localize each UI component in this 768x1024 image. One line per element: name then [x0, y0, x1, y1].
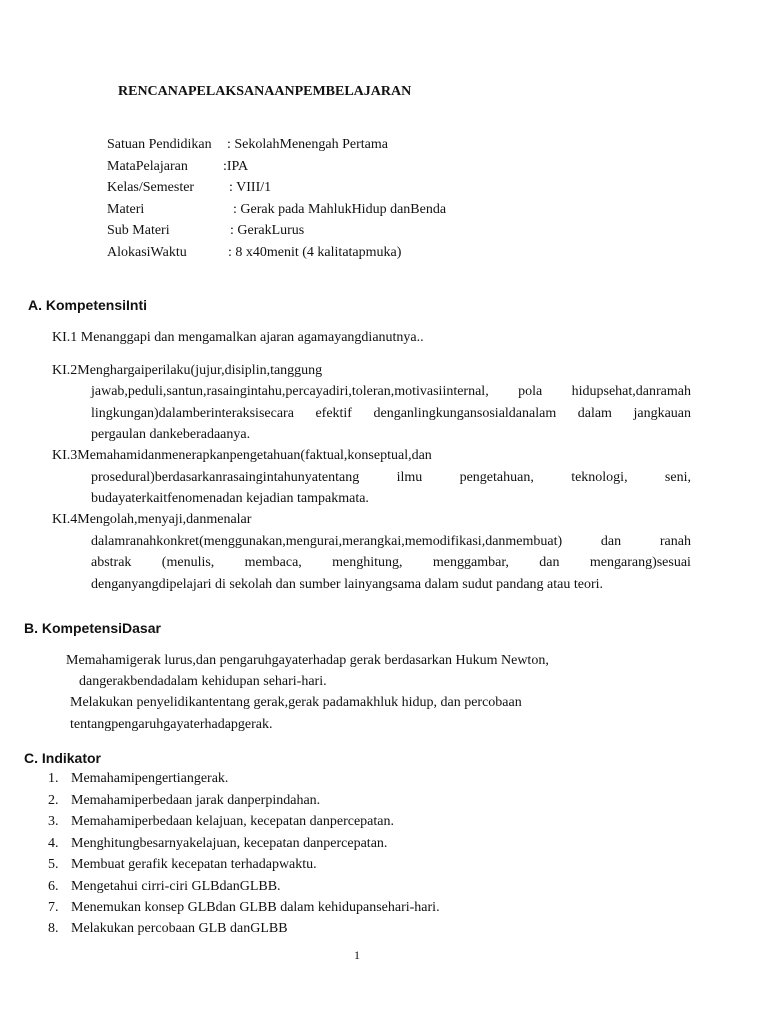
identity-value-satuan: : SekolahMenengah Pertama — [227, 137, 388, 152]
ki2-line-3-part: denganlingkungansosialdanalam — [373, 406, 557, 421]
ki2-line-2-part: pola — [518, 384, 543, 399]
ki4-line-3-part: menggambar, — [432, 555, 509, 570]
ki4-line-3-part: abstrak — [91, 555, 132, 570]
indicator-text: Membuat gerafik kecepatan terhadapwaktu. — [71, 857, 317, 872]
ki4-first-line: KI.4Mengolah,menyaji,danmenalar — [52, 512, 252, 527]
identity-label-submateri: Sub Materi — [107, 223, 170, 238]
identity-label-mapel: MataPelajaran — [107, 159, 188, 174]
ki3-line-2-part: seni, — [664, 470, 691, 485]
ki4-line-3-part: mengarang)sesuai — [589, 555, 691, 570]
indicator-text: Melakukan percobaan GLB danGLBB — [71, 921, 288, 936]
ki4-line-2 — [91, 533, 691, 551]
ki4-line-2-part: dalamranahkonkret(menggunakan,mengurai,merangkai,memodifikasi,danmembuat) — [91, 534, 563, 549]
ki2-line-3 — [91, 405, 691, 423]
ki4-line-3-part: (menulis, — [161, 555, 215, 570]
ki4-line-3-part: dan — [539, 555, 560, 570]
ki3-line-2-part: prosedural)berdasarkanrasaingintahunyatentang — [91, 470, 360, 485]
ki3-line-2-part: pengetahuan, — [459, 470, 534, 485]
ki2-line-2-part: hidupsehat,danramah — [571, 384, 691, 399]
indicator-number: 8. — [48, 921, 59, 936]
ki3-first-line: KI.3Memahamidanmenerapkanpengetahuan(faktual,konseptual,dan — [52, 448, 432, 463]
ki2-line-3-part: lingkungan)dalamberinteraksisecara — [91, 406, 294, 421]
ki2-line-3-part: dalam — [577, 406, 612, 421]
ki3-line-2-part: ilmu — [396, 470, 423, 485]
ki4-line-3-part: membaca, — [244, 555, 302, 570]
ki2-line-2-part: jawab,peduli,santun,rasaingintahu,percayadiri,toleran,motivasiinternal, — [91, 384, 489, 399]
identity-label-alokasi: AlokasiWaktu — [107, 245, 187, 260]
document-title: RENCANAPELAKSANAANPEMBELAJARAN — [118, 84, 412, 99]
identity-value-materi: : Gerak pada MahlukHidup danBenda — [233, 202, 447, 217]
indicator-number: 4. — [48, 836, 59, 851]
identity-label-satuan: Satuan Pendidikan — [107, 137, 212, 152]
ki4-line-2-part: dan — [600, 534, 622, 549]
identity-value-kelas: : VIII/1 — [229, 180, 272, 195]
ki2-line-3-part: efektif — [315, 406, 352, 421]
indicator-number: 5. — [48, 857, 59, 872]
ki2-line-3-part: jangkauan — [633, 406, 691, 421]
identity-value-alokasi: : 8 x40menit (4 kalitatapmuka) — [228, 245, 402, 260]
identity-value-mapel: :IPA — [223, 159, 249, 174]
ki4-line-3 — [91, 554, 691, 572]
indicator-text: Mengetahui cirri-ciri GLBdanGLBB. — [71, 879, 281, 894]
indicator-text: Memahamiperbedaan jarak danperpindahan. — [71, 793, 321, 808]
ki4-line-2-part: ranah — [659, 534, 691, 549]
section-a-heading: A. KompetensiInti — [28, 297, 148, 313]
indicator-number: 1. — [48, 771, 59, 786]
kd-line: Melakukan penyelidikantentang gerak,gerak padamakhluk hidup, dan percobaan — [70, 695, 522, 710]
page-number: 1 — [354, 948, 360, 962]
indicator-number: 2. — [48, 793, 59, 808]
indicator-number: 3. — [48, 814, 59, 829]
indicator-text: Menemukan konsep GLBdan GLBB dalam kehidupansehari-hari. — [71, 900, 440, 915]
ki2-line-2 — [91, 383, 691, 401]
ki2-first-line: KI.2Menghargaiperilaku(jujur,disiplin,tanggung — [52, 363, 323, 378]
indicator-number: 6. — [48, 879, 59, 894]
identity-value-submateri: : GerakLurus — [230, 223, 305, 238]
ki3-line-2 — [91, 469, 691, 487]
indicator-text: Memahamipengertiangerak. — [71, 771, 229, 786]
indicator-text: Memahamiperbedaan kelajuan, kecepatan danpercepatan. — [71, 814, 394, 829]
ki4-line-3-part: menghitung, — [332, 555, 403, 570]
indicator-number: 7. — [48, 900, 59, 915]
kd-line: dangerakbendadalam kehidupan sehari-hari. — [79, 674, 327, 689]
ki4-last-line: denganyangdipelajari di sekolah dan sumber lainyangsama dalam sudut pandang atau teori. — [91, 577, 604, 592]
section-c-heading: C. Indikator — [24, 750, 102, 766]
ki2-last-line: pergaulan dankeberadaanya. — [91, 427, 251, 442]
identity-label-materi: Materi — [107, 202, 145, 217]
ki1-text: KI.1 Menanggapi dan mengamalkan ajaran agamayangdianutnya.. — [52, 330, 424, 345]
kd-line: tentangpengaruhgayaterhadapgerak. — [70, 717, 273, 732]
identity-label-kelas: Kelas/Semester — [107, 180, 195, 195]
indicator-text: Menghitungbesarnyakelajuan, kecepatan danpercepatan. — [71, 836, 388, 851]
kd-line: Memahamigerak lurus,dan pengaruhgayaterhadap gerak berdasarkan Hukum Newton, — [66, 653, 549, 668]
section-b-heading: B. KompetensiDasar — [24, 620, 161, 636]
ki3-last-line: budayaterkaitfenomenadan kejadian tampakmata. — [91, 491, 369, 506]
ki3-line-2-part: teknologi, — [571, 470, 628, 485]
